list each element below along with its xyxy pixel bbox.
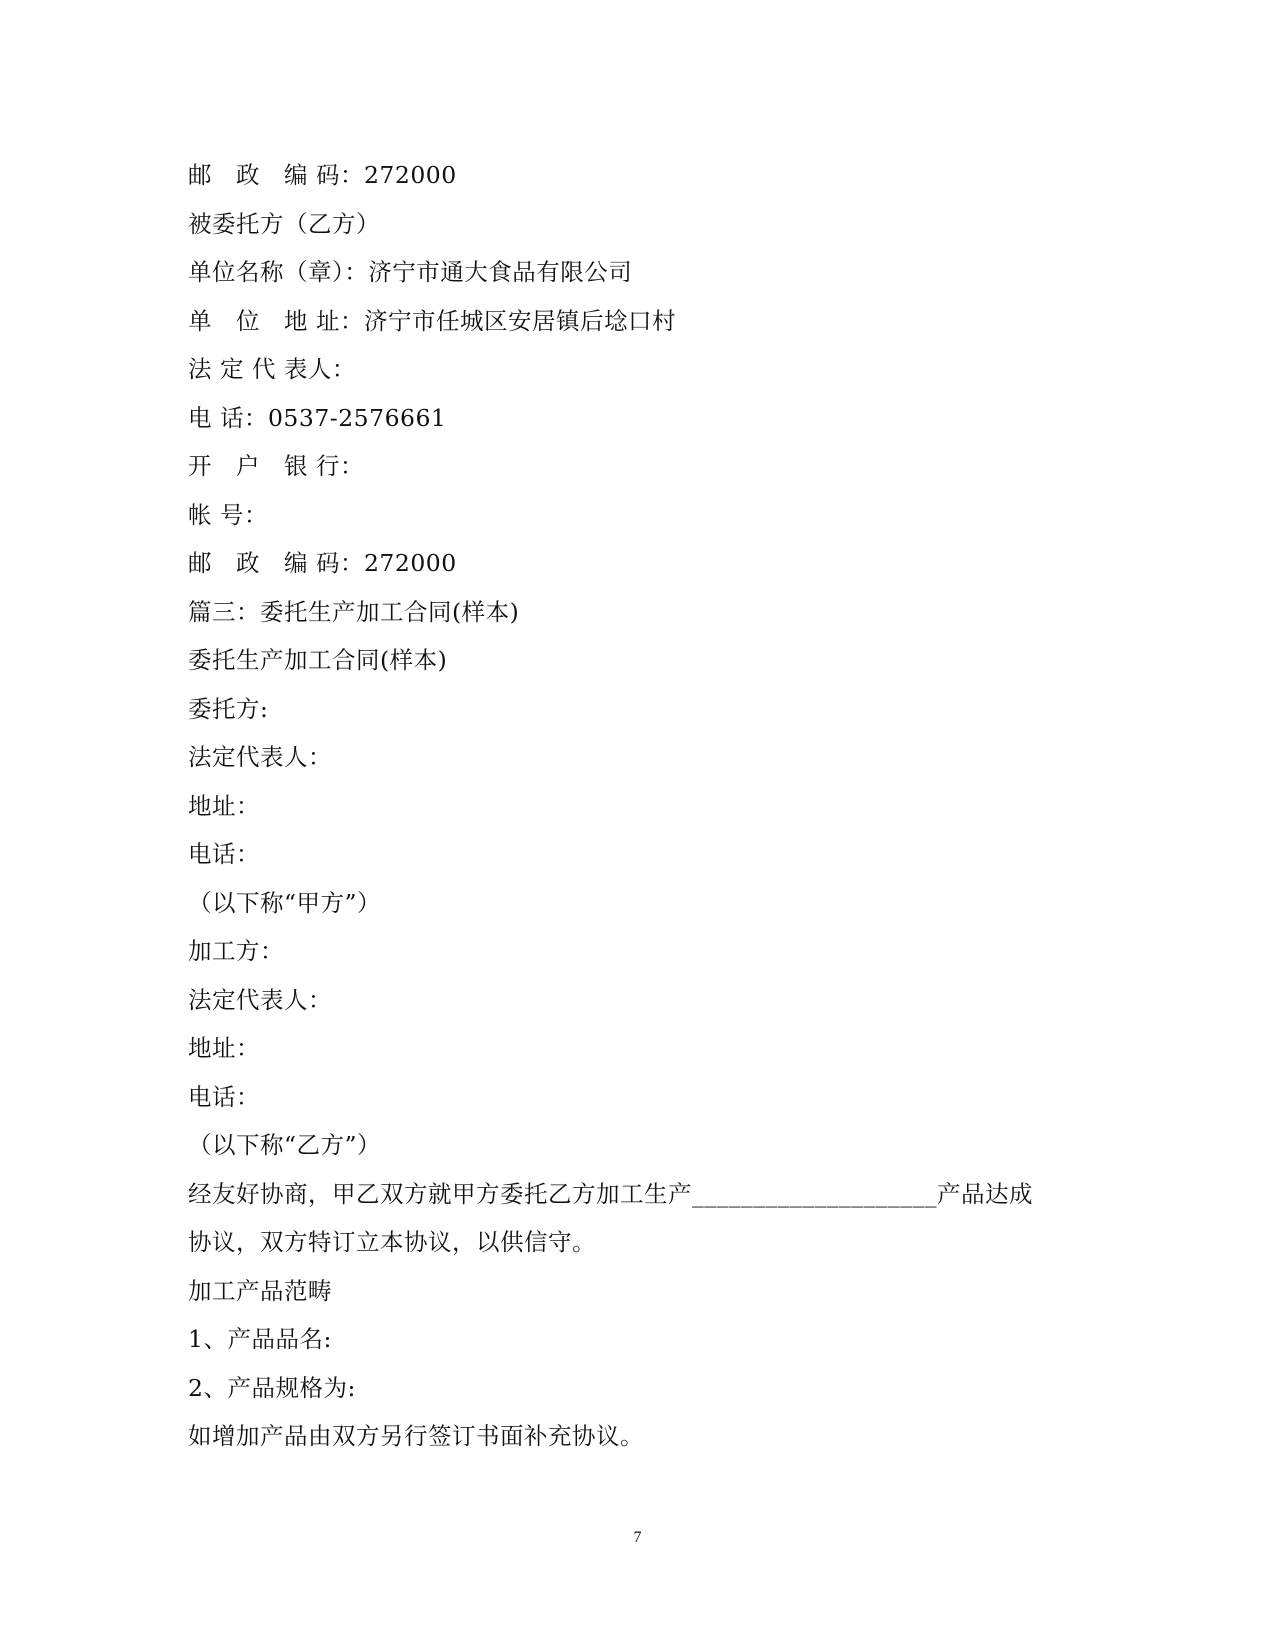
text-line-party-a-phone: 电话： bbox=[188, 840, 260, 868]
contract-title: 委托生产加工合同(样本) bbox=[188, 646, 448, 674]
text-line-processing-party: 加工方： bbox=[188, 937, 284, 965]
text-line-bank: 开 户 银 行： bbox=[188, 452, 364, 480]
text-line-party-b-heading: 被委托方（乙方） bbox=[188, 209, 380, 238]
document-body bbox=[188, 155, 1088, 1465]
text-line-company-address: 单 位 地 址：济宁市任城区安居镇后埝口村 bbox=[188, 306, 676, 335]
paragraph-agreement-line-1: 经友好协商，甲乙双方就甲方委托乙方加工生产____________________产品达成 bbox=[188, 1179, 1033, 1208]
text-line-party-b-address: 地址： bbox=[188, 1034, 260, 1062]
list-item-product-spec: 2、产品规格为: bbox=[188, 1373, 356, 1402]
text-line-account: 帐 号： bbox=[188, 500, 268, 529]
text-line-party-b-representative: 法定代表人： bbox=[188, 985, 332, 1014]
text-line-party-b-phone: 电话： bbox=[188, 1082, 260, 1111]
page-number: 7 bbox=[633, 1529, 642, 1546]
text-line-phone: 电 话：0537-2576661 bbox=[188, 403, 447, 432]
text-line-product-scope: 加工产品范畴 bbox=[188, 1276, 332, 1305]
text-line-supplement: 如增加产品由双方另行签订书面补充协议。 bbox=[188, 1422, 644, 1450]
text-line-party-a-alias: （以下称“甲方”） bbox=[188, 888, 382, 917]
section-heading: 篇三：委托生产加工合同(样本) bbox=[188, 597, 520, 626]
text-line-postal-code-2: 邮 政 编 码：272000 bbox=[188, 549, 457, 577]
text-line-entrusting-party: 委托方: bbox=[188, 694, 269, 723]
text-line-legal-representative: 法 定 代 表人： bbox=[188, 355, 356, 383]
text-line-postal-code-1: 邮 政 编 码：272000 bbox=[188, 161, 457, 189]
text-line-company-name: 单位名称（章）：济宁市通大食品有限公司 bbox=[188, 258, 633, 286]
text-line-party-a-address: 地址： bbox=[188, 791, 260, 820]
text-line-party-a-representative: 法定代表人： bbox=[188, 743, 332, 771]
text-line-party-b-alias: （以下称“乙方”） bbox=[188, 1131, 382, 1159]
list-item-product-name: 1、产品品名: bbox=[188, 1325, 332, 1353]
paragraph-agreement-line-2: 协议，双方特订立本协议，以供信守。 bbox=[188, 1228, 596, 1256]
